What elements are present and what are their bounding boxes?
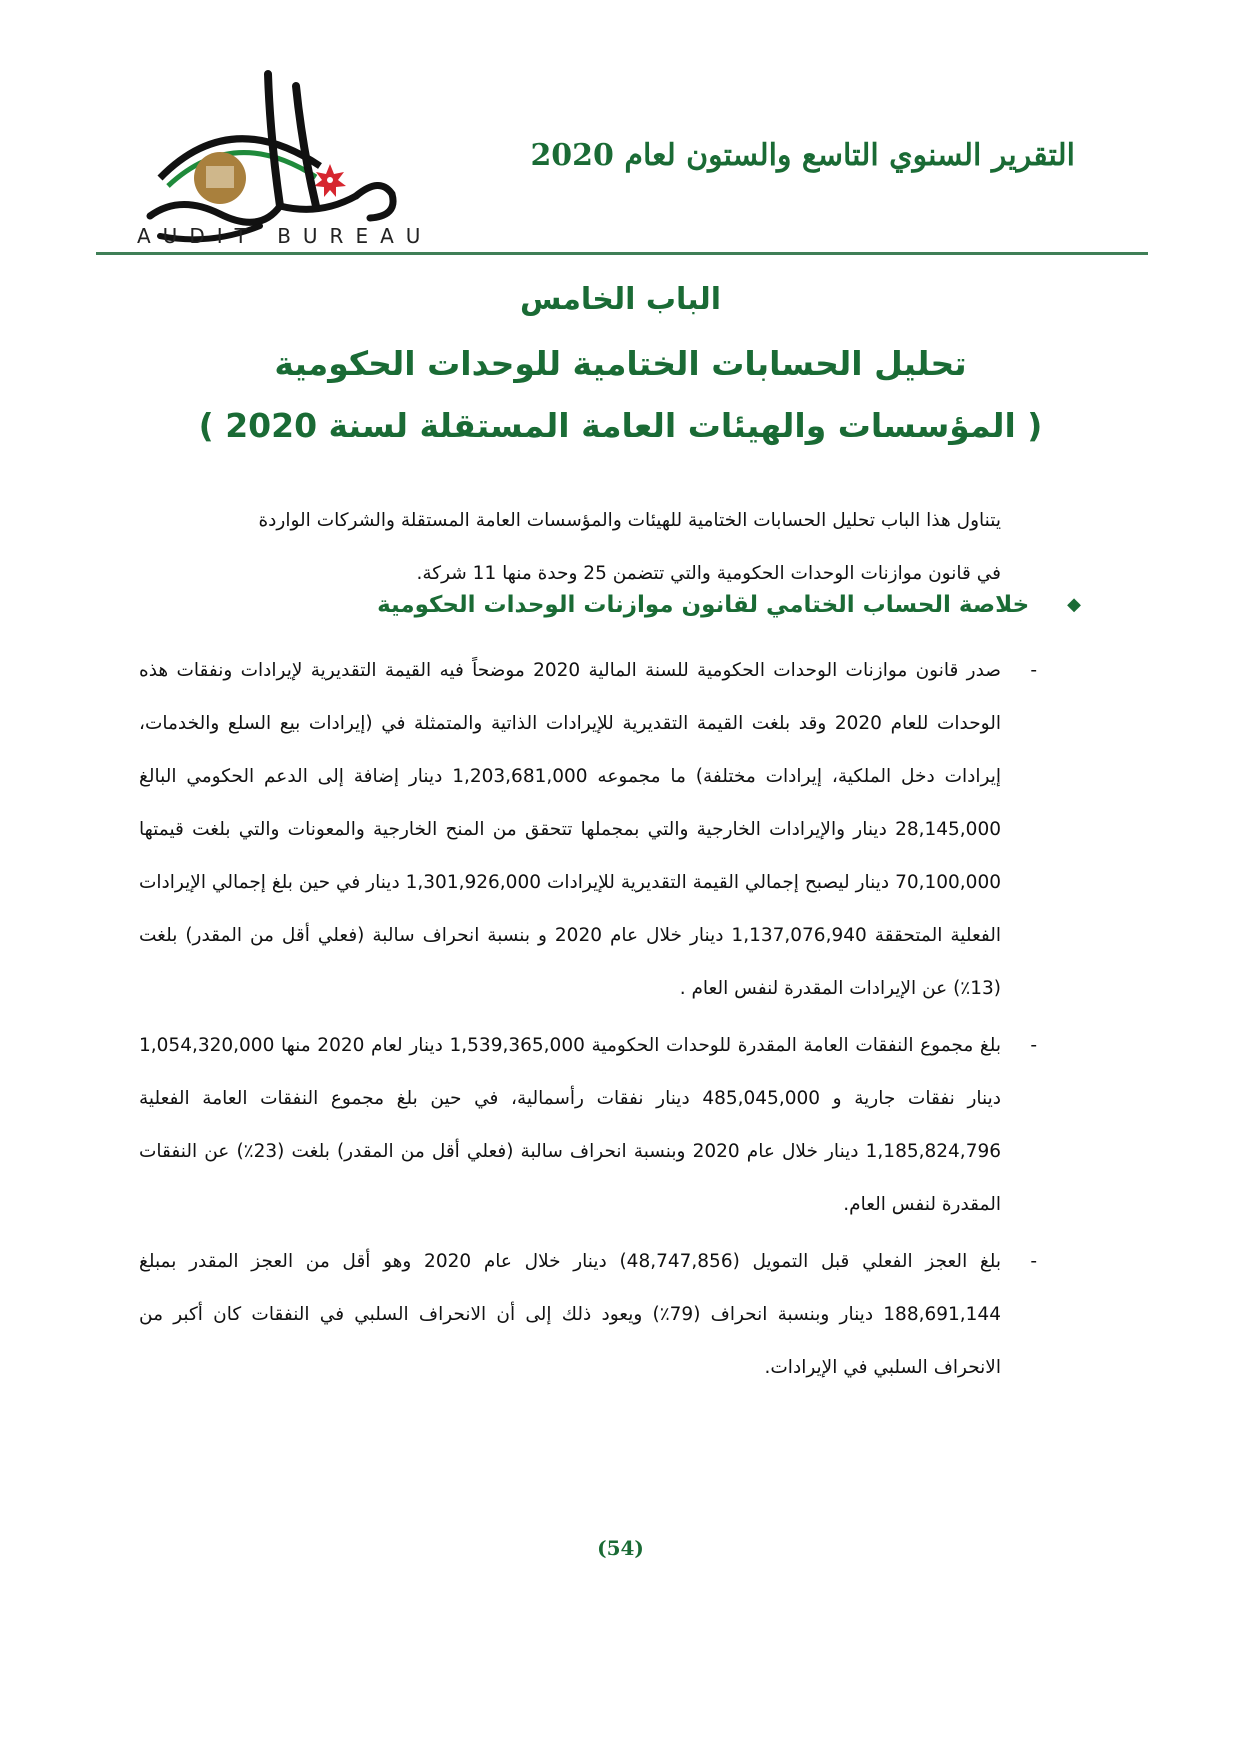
list-item-text: بلغ العجز الفعلي قبل التمويل (48,747,856) دينار خلال عام 2020 وهو أقل من العجز المقدر بمبلغ 188,691,144 دينار وبنسبة انحراف (79٪) ويعود ذلك إلى أن الانحراف السلبي في النفقات كان أكبر من الانحراف السلبي في الإيرادات. — [139, 1251, 1002, 1378]
chapter-subtitle: ( المؤسسات والهيئات العامة المستقلة لسنة 2020 ) — [198, 406, 1043, 445]
list-item-text: صدر قانون موازنات الوحدات الحكومية للسنة المالية 2020 موضحاً فيه القيمة التقديرية لإيرادات ونفقات هذه الوحدات للعام 2020 وقد بلغت القيمة التقديرية للإيرادات الذاتية والمتمثلة في (إيرادات بيع السلع والخدمات، إيرادات دخل الملكية، إيرادات مختلفة) ما مجموعه 1,203,681,000 دينار إضافة إلى الدعم الحكومي البالغ 28,145,000 دينار والإيرادات الخارجية والتي بمجملها تتحقق من المنح الخارجية والمعونات والتي بلغت قيمتها 70,100,000 دينار ليصبح إجمالي القيمة التقديرية للإيرادات 1,301,926,000 دينار في حين بلغ إجمالي الإيرادات الفعلية المتحققة 1,137,076,940 دينار خلال عام 2020 و بنسبة انحراف سالبة (فعلي أقل من المقدر) بلغت (13٪) عن الإيرادات المقدرة لنفس العام . — [139, 660, 1002, 999]
header-divider — [96, 252, 1148, 255]
chapter-label: الباب الخامس — [519, 282, 722, 317]
intro-line: يتناول هذا الباب تحليل الحسابات الختامية للهيئات والمؤسسات العامة المستقلة والشركات الواردة — [258, 510, 1001, 531]
dash-marker: - — [1030, 1251, 1037, 1272]
section-heading — [377, 592, 1081, 618]
diamond-bullet-icon: ◆ — [1067, 594, 1081, 615]
chapter-title: تحليل الحسابات الختامية للوحدات الحكومية — [274, 344, 967, 383]
report-title: التقرير السنوي التاسع والستون لعام 2020 — [530, 138, 1075, 173]
chapter-title-block — [0, 280, 1241, 446]
list-item — [139, 644, 1037, 1015]
list-item — [139, 1019, 1037, 1231]
logo-english-name: AUDIT BUREAU — [137, 224, 433, 248]
section-heading-text: خلاصة الحساب الختامي لقانون موازنات الوحدات الحكومية — [377, 592, 1030, 618]
dash-marker: - — [1030, 1035, 1037, 1056]
list-item — [139, 1235, 1037, 1394]
page-number: (54) — [597, 1536, 644, 1560]
intro-line: في قانون موازنات الوحدات الحكومية والتي تتضمن 25 وحدة منها 11 شركة. — [416, 563, 1001, 584]
dash-marker: - — [1030, 660, 1037, 681]
intro-paragraph — [139, 494, 1001, 600]
summary-list — [139, 644, 1037, 1398]
list-item-text: بلغ مجموع النفقات العامة المقدرة للوحدات الحكومية 1,539,365,000 دينار لعام 2020 منها 1,054,320,000 دينار نفقات جارية و 485,045,000 دينار نفقات رأسمالية، في حين بلغ مجموع النفقات العامة الفعلية 1,185,824,796 دينار خلال عام 2020 وبنسبة انحراف سالبة (فعلي أقل من المقدر) بلغت (23٪) عن النفقات المقدرة لنفس العام. — [139, 1035, 1002, 1215]
